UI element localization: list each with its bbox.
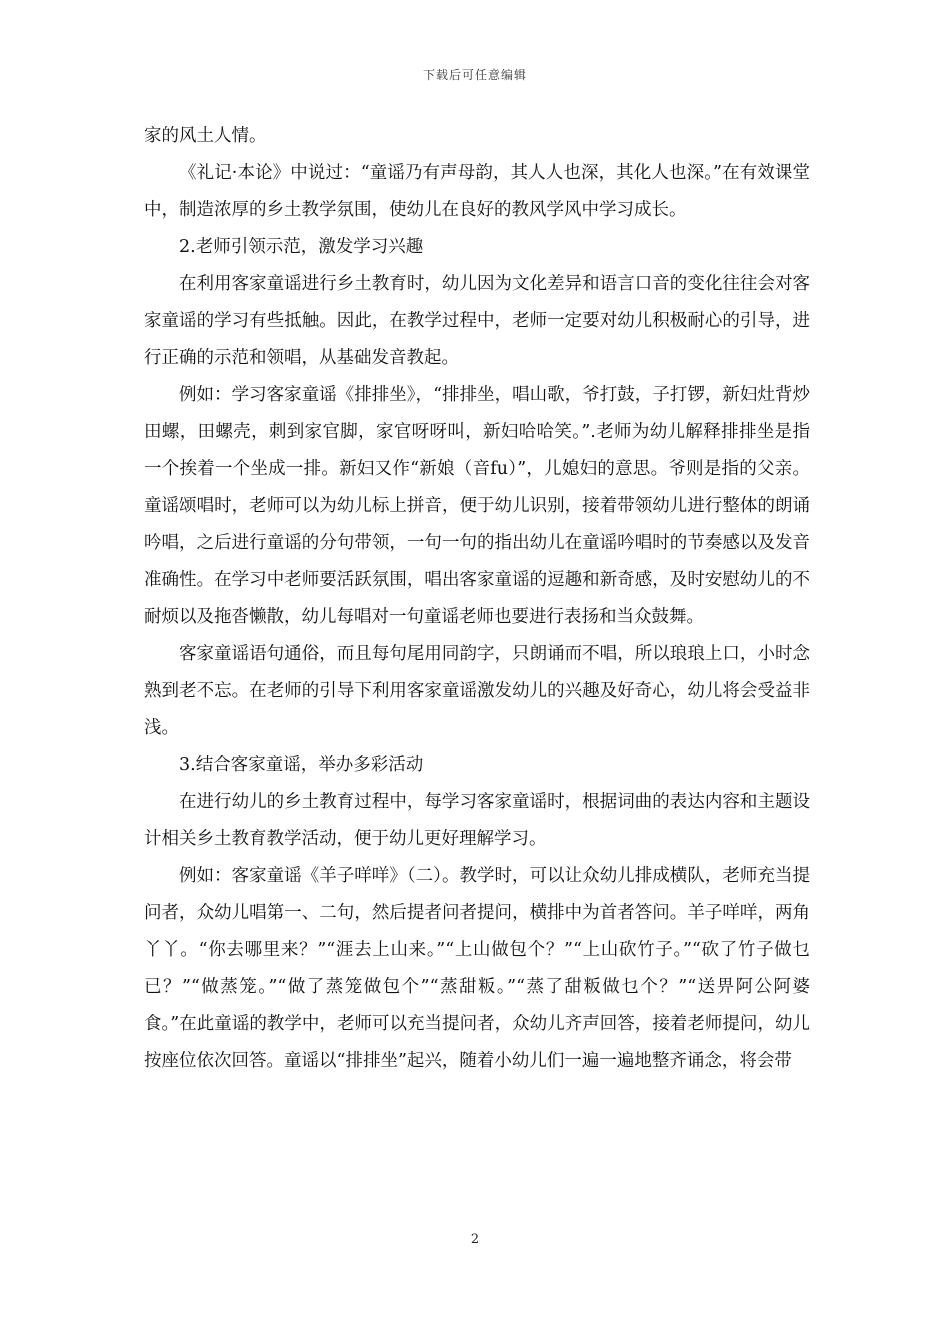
document-body	[144, 118, 810, 1080]
paragraph: 客家童谣语句通俗，而且每句尾用同韵字，只朗诵而不唱，所以琅琅上口，小时念熟到老不忘。在老师的引导下利用客家童谣激发幼儿的兴趣及好奇心，幼儿将会受益非浅。	[144, 644, 810, 738]
paragraph: 家的风土人情。	[144, 126, 267, 146]
paragraph: 例如：客家童谣《羊子咩咩》（二）。教学时，可以让众幼儿排成横队，老师充当提问者，众幼儿唱第一、二句，然后提者问者提问，横排中为首者答问。羊子咩咩，两角丫丫。“你去哪里来？”“涯去上山来。”“上山做包个？”“上山砍竹子。”“砍了竹子做乜已？”“做蒸笼。”“做了蒸笼做包个”“蒸甜粄。”“蒸了甜粄做乜个？”“送畀阿公阿婆食。”在此童谣的教学中，老师可以充当提问者，众幼儿齐声回答，接着老师提问，幼儿按座位依次回答。童谣以“排排坐”起兴，随着小幼儿们一遍一遍地整齐诵念，将会带	[144, 866, 810, 1071]
page-header: 下载后可任意编辑	[422, 68, 527, 82]
paragraph: 《礼记·本论》中说过：“童谣乃有声母韵，其人人也深，其化人也深。”在有效课堂中，制造浓厚的乡土教学氛围，使幼儿在良好的教风学风中学习成长。	[144, 163, 810, 220]
section-heading: 3.结合客家童谣，举办多彩活动	[179, 755, 424, 775]
paragraph: 在进行幼儿的乡土教育过程中，每学习客家童谣时，根据词曲的表达内容和主题设计相关乡土教育教学活动，便于幼儿更好理解学习。	[144, 792, 810, 849]
paragraph: 在利用客家童谣进行乡土教育时，幼儿因为文化差异和语言口音的变化往往会对客家童谣的学习有些抵触。因此，在教学过程中，老师一定要对幼儿积极耐心的引导，进行正确的示范和领唱，从基础发音教起。	[144, 274, 810, 368]
paragraph: 例如：学习客家童谣《排排坐》，“排排坐，唱山歌，爷打鼓，子打锣，新妇灶背炒田螺，田螺壳，刺到家官脚，家官呀呀叫，新妇哈哈笑。”.老师为幼儿解释排排坐是指一个挨着一个坐成一排。新妇又作“新娘（音fu）”，儿媳妇的意思。爷则是指的父亲。童谣颂唱时，老师可以为幼儿标上拼音，便于幼儿识别，接着带领幼儿进行整体的朗诵吟唱，之后进行童谣的分句带领，一句一句的指出幼儿在童谣吟唱时的节奏感以及发音准确性。在学习中老师要活跃氛围，唱出客家童谣的逗趣和新奇感，及时安慰幼儿的不耐烦以及拖沓懒散，幼儿每唱对一句童谣老师也要进行表扬和当众鼓舞。	[144, 385, 810, 627]
page-number: 2	[470, 1232, 480, 1247]
section-heading: 2.老师引领示范，激发学习兴趣	[179, 237, 424, 257]
